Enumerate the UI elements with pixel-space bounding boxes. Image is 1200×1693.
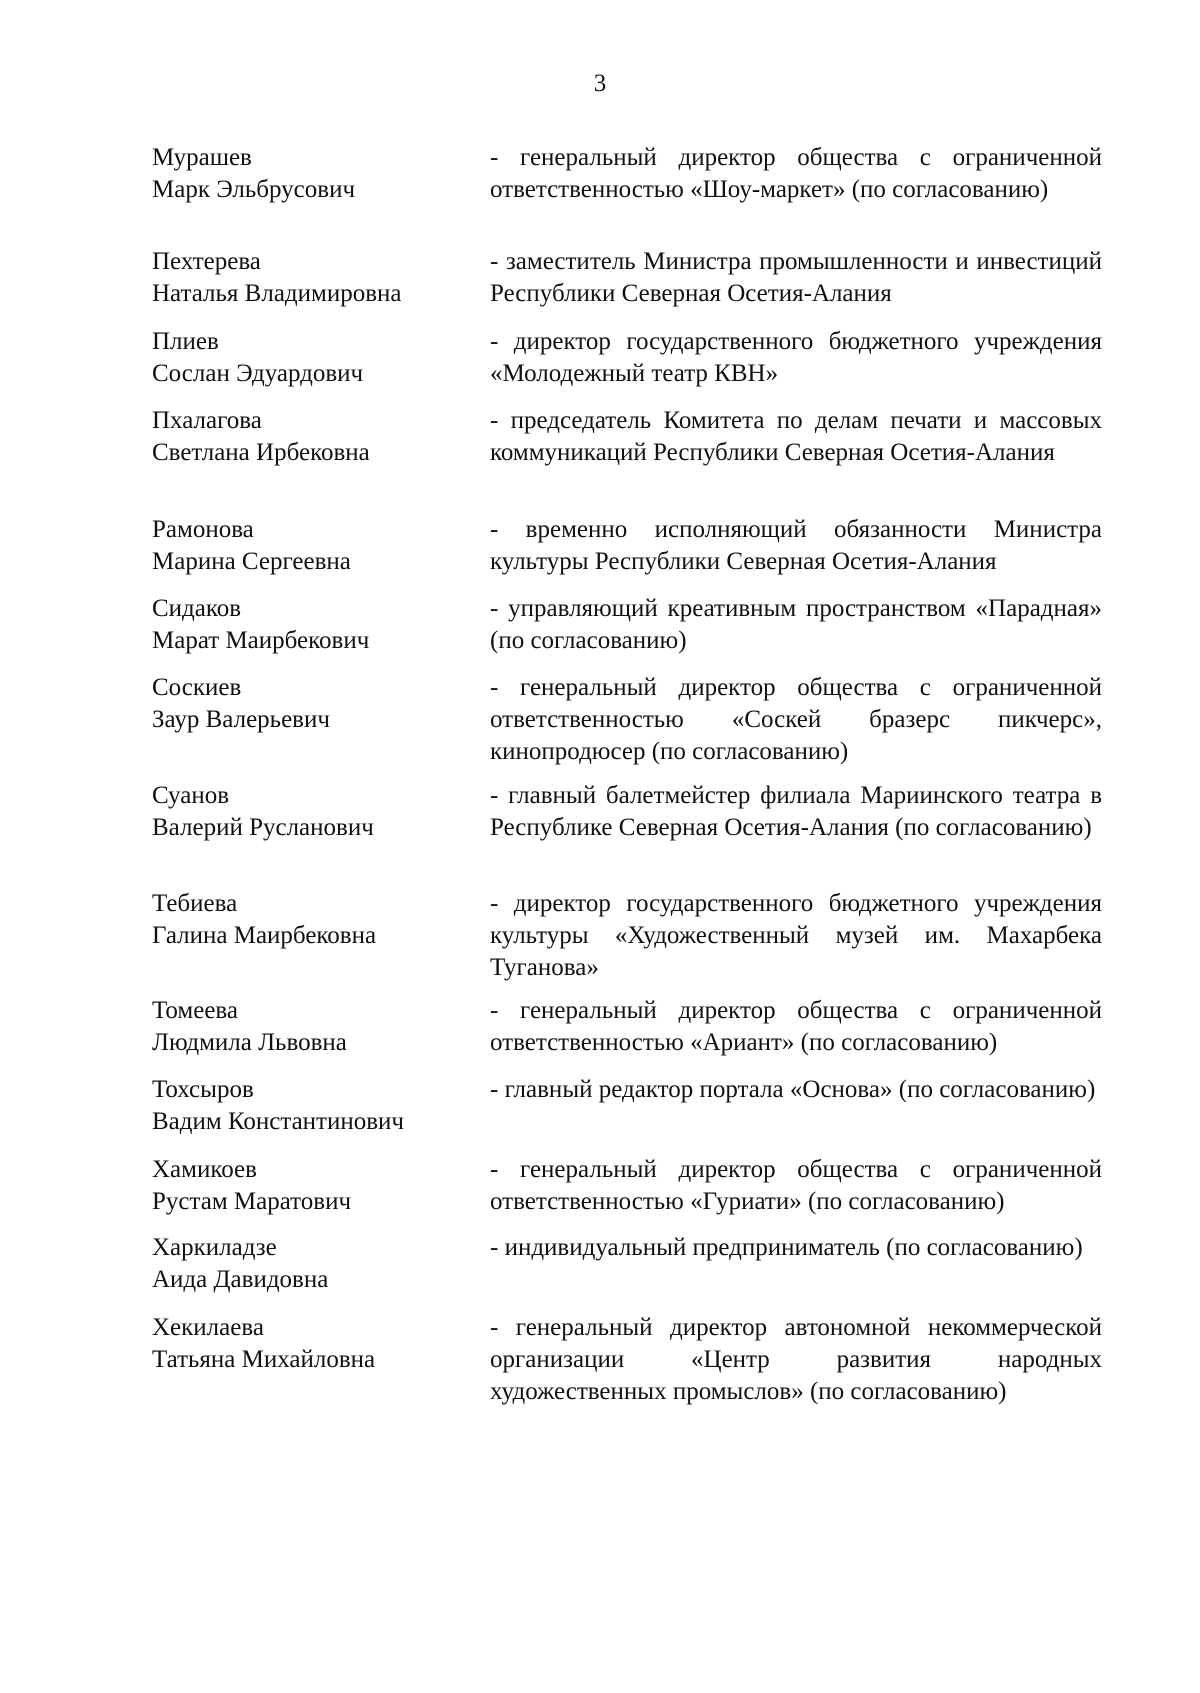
member-position: - генеральный директор автономной некоммерческой организации «Центр развития народных художественных промыслов» (по согласованию) <box>490 1314 1102 1405</box>
member-name <box>152 246 462 310</box>
member-name <box>152 995 462 1059</box>
member-name <box>152 780 462 844</box>
member-position: - генеральный директор общества с ограниченной ответственностью «Соскей бразерс пикчерс», кинопродюсер (по согласованию) <box>490 674 1102 765</box>
member-given-names: Вадим Константинович <box>152 1108 404 1135</box>
member-name <box>152 142 462 206</box>
member-surname: Хамикоев <box>152 1156 257 1183</box>
member-given-names: Галина Маирбековна <box>152 922 377 949</box>
member-position: - генеральный директор общества с ограниченной ответственностью «Шоу-маркет» (по согласованию) <box>490 144 1102 203</box>
member-surname: Хекилаева <box>152 1314 264 1341</box>
member-given-names: Марина Сергеевна <box>152 548 351 575</box>
member-position: - главный редактор портала «Основа» (по согласованию) <box>490 1076 1096 1103</box>
member-given-names: Валерий Русланович <box>152 814 374 841</box>
member-given-names: Сослан Эдуардович <box>152 360 364 387</box>
member-surname: Харкиладзе <box>152 1234 277 1261</box>
member-position: - заместитель Министра промышленности и инвестиций Республики Северная Осетия-Алания <box>490 248 1102 307</box>
member-surname: Соскиев <box>152 674 242 701</box>
page-number: 3 <box>593 70 607 97</box>
member-name <box>152 514 462 578</box>
member-surname: Сидаков <box>152 595 242 622</box>
member-position: - директор государственного бюджетного учреждения «Молодежный театр КВН» <box>490 328 1102 387</box>
member-surname: Тебиева <box>152 890 238 917</box>
member-surname: Мурашев <box>152 144 252 171</box>
member-name <box>152 1232 462 1296</box>
member-name <box>152 1074 462 1138</box>
member-name <box>152 593 462 657</box>
member-name <box>152 672 462 736</box>
member-position: - временно исполняющий обязанности Министра культуры Республики Северная Осетия-Алания <box>490 516 1102 575</box>
member-surname: Плиев <box>152 328 219 355</box>
member-surname: Рамонова <box>152 516 254 543</box>
member-given-names: Марк Эльбрусович <box>152 176 356 203</box>
member-given-names: Светлана Ирбековна <box>152 439 370 466</box>
member-position: - председатель Комитета по делам печати и массовых коммуникаций Республики Северная Осетия-Алания <box>490 407 1102 466</box>
member-position: - управляющий креативным пространством «Парадная» (по согласованию) <box>490 595 1102 654</box>
member-given-names: Аида Давидовна <box>152 1266 329 1293</box>
member-name <box>152 405 462 469</box>
member-surname: Суанов <box>152 782 230 809</box>
member-name <box>152 1312 462 1376</box>
member-position: - генеральный директор общества с ограниченной ответственностью «Ариант» (по согласованию) <box>490 997 1102 1056</box>
member-position: - индивидуальный предприниматель (по согласованию) <box>490 1234 1083 1261</box>
member-position: - главный балетмейстер филиала Мариинского театра в Республике Северная Осетия-Алания (по согласованию) <box>490 782 1102 841</box>
member-position: - генеральный директор общества с ограниченной ответственностью «Гуриати» (по согласованию) <box>490 1156 1102 1215</box>
member-name <box>152 888 462 952</box>
member-given-names: Наталья Владимировна <box>152 280 402 307</box>
member-surname: Томеева <box>152 997 238 1024</box>
member-surname: Пехтерева <box>152 248 261 275</box>
member-given-names: Рустам Маратович <box>152 1188 352 1215</box>
member-given-names: Заур Валерьевич <box>152 706 330 733</box>
member-name <box>152 326 462 390</box>
member-surname: Пхалагова <box>152 407 262 434</box>
member-given-names: Людмила Львовна <box>152 1029 347 1056</box>
member-given-names: Марат Маирбекович <box>152 627 370 654</box>
member-name <box>152 1154 462 1218</box>
member-surname: Тохсыров <box>152 1076 254 1103</box>
member-position: - директор государственного бюджетного учреждения культуры «Художественный музей им. Махарбека Туганова» <box>490 890 1102 981</box>
member-given-names: Татьяна Михайловна <box>152 1346 376 1373</box>
